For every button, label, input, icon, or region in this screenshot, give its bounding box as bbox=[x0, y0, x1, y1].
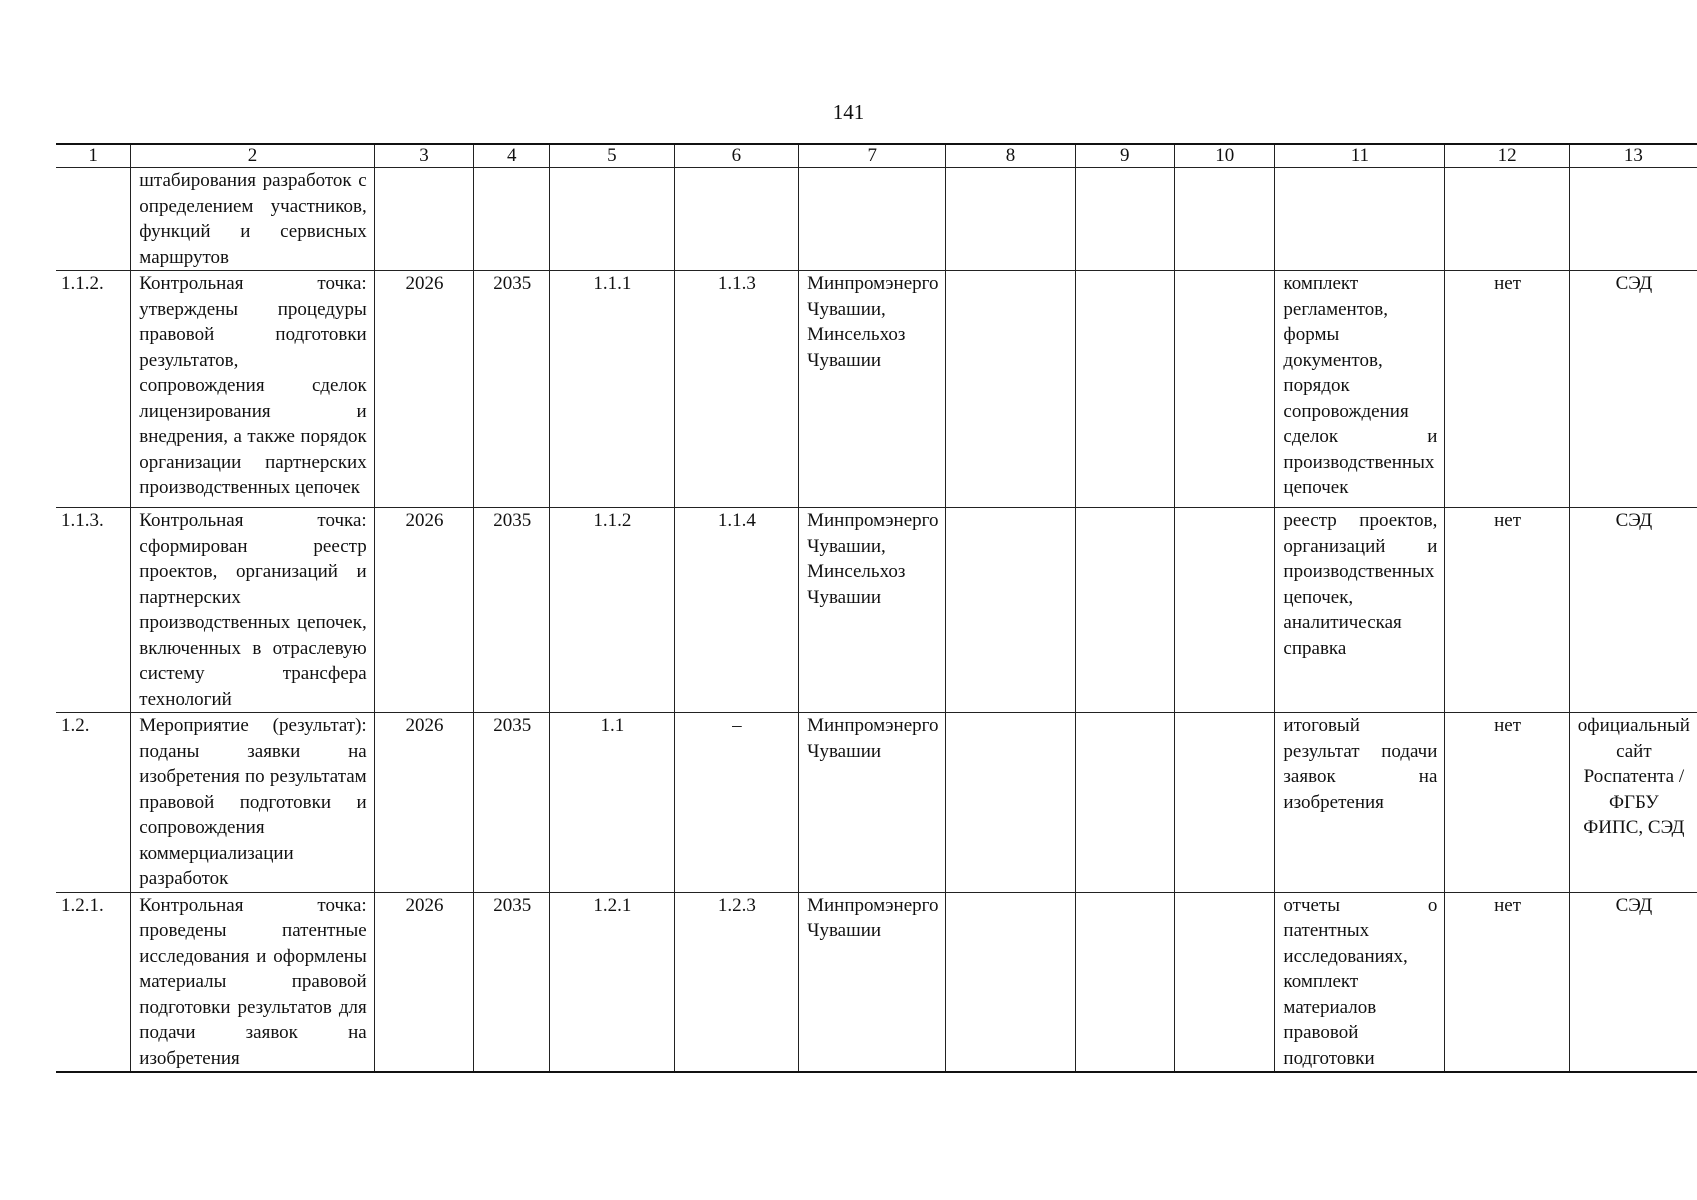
column-number: 3 bbox=[374, 144, 474, 168]
end-year: 2035 bbox=[474, 713, 550, 893]
information-system: официальный сайт Роспатента / ФГБУ ФИПС, СЭД bbox=[1569, 713, 1697, 893]
column-number: 12 bbox=[1445, 144, 1569, 168]
responsible-body: Минпромэнерго Чувашии, Минсельхоз Чувашии bbox=[799, 271, 946, 508]
item-description: Мероприятие (результат): поданы заявки на изобретения по результатам правовой подготовки и сопровождения коммерциализации разработок bbox=[131, 713, 374, 893]
predecessor bbox=[550, 168, 674, 271]
responsible-body: Минпромэнерго Чувашии bbox=[799, 713, 946, 893]
predecessor: 1.2.1 bbox=[550, 892, 674, 1072]
column-number: 11 bbox=[1275, 144, 1445, 168]
cell-col12: нет bbox=[1445, 271, 1569, 508]
responsible-body bbox=[799, 168, 946, 271]
column-number: 1 bbox=[56, 144, 131, 168]
plan-table bbox=[56, 143, 1697, 1073]
result-document: реестр проектов, организаций и производственных цепочек, аналитическая справка bbox=[1275, 508, 1445, 713]
start-year: 2026 bbox=[374, 508, 474, 713]
cell-col12: нет bbox=[1445, 892, 1569, 1072]
column-number: 2 bbox=[131, 144, 374, 168]
end-year bbox=[474, 168, 550, 271]
cell-col8 bbox=[946, 892, 1075, 1072]
successor: 1.2.3 bbox=[674, 892, 798, 1072]
item-description: Контрольная точка: проведены патентные исследования и оформлены материалы правовой подготовки результатов для подачи заявок на изобретения bbox=[131, 892, 374, 1072]
table-row bbox=[56, 713, 1697, 893]
cell-col8 bbox=[946, 168, 1075, 271]
information-system: СЭД bbox=[1569, 892, 1697, 1072]
column-number: 4 bbox=[474, 144, 550, 168]
successor bbox=[674, 168, 798, 271]
predecessor: 1.1.1 bbox=[550, 271, 674, 508]
information-system bbox=[1569, 168, 1697, 271]
table-row bbox=[56, 271, 1697, 508]
item-code: 1.2.1. bbox=[56, 892, 131, 1072]
page-number: 141 bbox=[832, 100, 865, 124]
information-system: СЭД bbox=[1569, 271, 1697, 508]
end-year: 2035 bbox=[474, 271, 550, 508]
end-year: 2035 bbox=[474, 508, 550, 713]
cell-col8 bbox=[946, 508, 1075, 713]
item-code: 1.1.3. bbox=[56, 508, 131, 713]
start-year: 2026 bbox=[374, 713, 474, 893]
cell-col8 bbox=[946, 713, 1075, 893]
start-year: 2026 bbox=[374, 892, 474, 1072]
column-number: 9 bbox=[1075, 144, 1174, 168]
start-year bbox=[374, 168, 474, 271]
cell-col9 bbox=[1075, 508, 1174, 713]
item-description: штабирования разработок с определением участников, функций и сервисных маршрутов bbox=[131, 168, 374, 271]
information-system: СЭД bbox=[1569, 508, 1697, 713]
result-document: комплект регламентов, формы документов, порядок сопровождения сделок и производственных цепочек bbox=[1275, 271, 1445, 508]
successor: 1.1.4 bbox=[674, 508, 798, 713]
column-number: 7 bbox=[799, 144, 946, 168]
cell-col9 bbox=[1075, 168, 1174, 271]
successor: – bbox=[674, 713, 798, 893]
predecessor: 1.1.2 bbox=[550, 508, 674, 713]
result-document bbox=[1275, 168, 1445, 271]
item-code: 1.2. bbox=[56, 713, 131, 893]
table-row bbox=[56, 168, 1697, 271]
cell-col8 bbox=[946, 271, 1075, 508]
table-row bbox=[56, 508, 1697, 713]
item-description: Контрольная точка: утверждены процедуры правовой подготовки результатов, сопровождения сделок лицензирования и внедрения, а также порядок организации партнерских производственных цепочек bbox=[131, 271, 374, 508]
result-document: итоговый результат подачи заявок на изобретения bbox=[1275, 713, 1445, 893]
column-number: 6 bbox=[674, 144, 798, 168]
cell-col10 bbox=[1174, 508, 1274, 713]
cell-col10 bbox=[1174, 271, 1274, 508]
cell-col9 bbox=[1075, 271, 1174, 508]
table-row bbox=[56, 892, 1697, 1072]
item-code bbox=[56, 168, 131, 271]
cell-col9 bbox=[1075, 713, 1174, 893]
start-year: 2026 bbox=[374, 271, 474, 508]
cell-col9 bbox=[1075, 892, 1174, 1072]
cell-col12: нет bbox=[1445, 508, 1569, 713]
cell-col10 bbox=[1174, 892, 1274, 1072]
end-year: 2035 bbox=[474, 892, 550, 1072]
table-header-row bbox=[56, 144, 1697, 168]
cell-col10 bbox=[1174, 713, 1274, 893]
successor: 1.1.3 bbox=[674, 271, 798, 508]
cell-col12 bbox=[1445, 168, 1569, 271]
result-document: отчеты о патентных исследованиях, комплект материалов правовой подготовки bbox=[1275, 892, 1445, 1072]
column-number: 13 bbox=[1569, 144, 1697, 168]
column-number: 8 bbox=[946, 144, 1075, 168]
column-number: 10 bbox=[1174, 144, 1274, 168]
cell-col10 bbox=[1174, 168, 1274, 271]
responsible-body: Минпромэнерго Чувашии, Минсельхоз Чувашии bbox=[799, 508, 946, 713]
item-description: Контрольная точка: сформирован реестр проектов, организаций и партнерских производственных цепочек, включенных в отраслевую систему трансфера технологий bbox=[131, 508, 374, 713]
item-code: 1.1.2. bbox=[56, 271, 131, 508]
responsible-body: Минпромэнерго Чувашии bbox=[799, 892, 946, 1072]
cell-col12: нет bbox=[1445, 713, 1569, 893]
column-number: 5 bbox=[550, 144, 674, 168]
predecessor: 1.1 bbox=[550, 713, 674, 893]
